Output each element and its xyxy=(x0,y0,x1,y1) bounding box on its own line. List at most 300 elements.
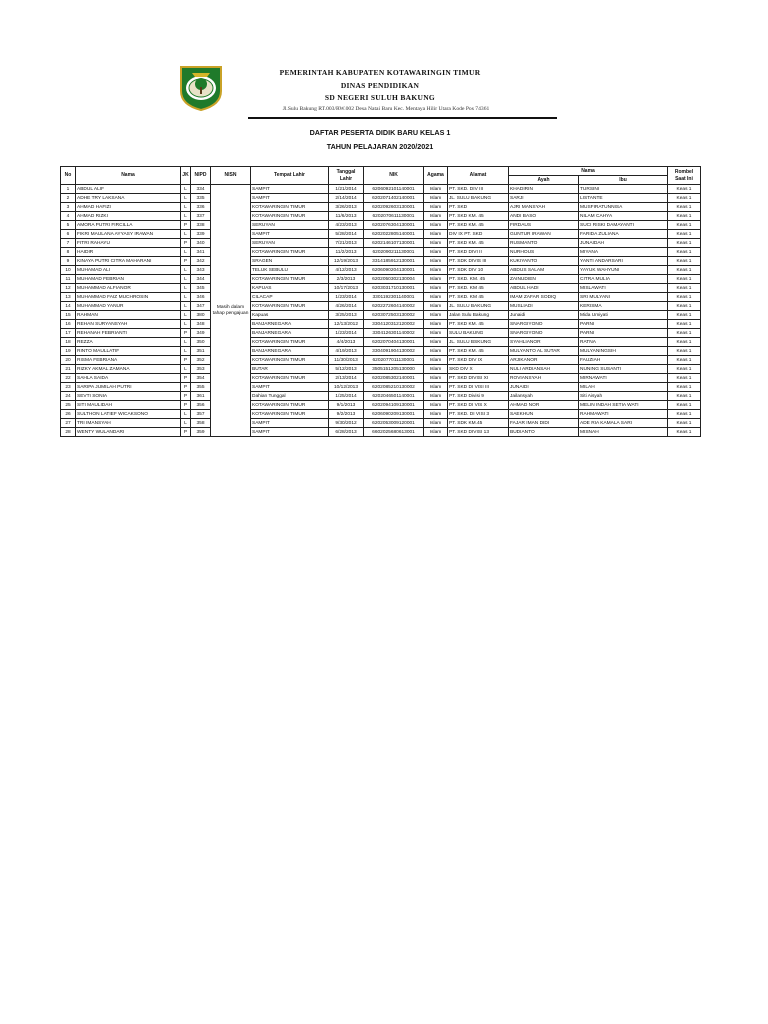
birthdate: 1/23/2014 xyxy=(329,293,364,302)
religion: Islam xyxy=(424,383,448,392)
nipd: 336 xyxy=(191,203,211,212)
row-no: 17 xyxy=(61,329,76,338)
nik: 6202070611130001 xyxy=(364,212,424,221)
student-name: MUHAMAD FEBRIAN xyxy=(76,275,181,284)
school-address: Jl.Sulu Bakung RT.003/RW.002 Desa Natai Baru Kec. Mentaya Hilir Utara Kode Pos 74361 xyxy=(282,106,490,112)
birthdate: 9/1/2013 xyxy=(329,401,364,410)
birthplace: SAMPIT xyxy=(251,383,329,392)
address: PT. SKD DIVISI 13 xyxy=(448,428,509,437)
father-name: KUKIYANTO xyxy=(509,257,579,266)
rombel: Keas 1 xyxy=(668,248,701,257)
mother-name: RAHMAWATI xyxy=(579,410,668,419)
father-name: AHMAD NOR xyxy=(509,401,579,410)
father-name: KHADIRIN xyxy=(509,185,579,194)
nipd: 359 xyxy=(191,428,211,437)
col-ayah: Ayah xyxy=(509,176,579,185)
birthplace: SAMPIT xyxy=(251,194,329,203)
table-row xyxy=(61,410,701,419)
student-name: SULTHON LATIEF WICAKSONO xyxy=(76,410,181,419)
col-rombel: Rombel Saat Ini xyxy=(668,167,701,185)
nik: 6202070404130001 xyxy=(364,338,424,347)
mother-name: PARNI xyxy=(579,320,668,329)
nik: 3304126301140002 xyxy=(364,329,424,338)
birthplace: Dahian Tunggal xyxy=(251,392,329,401)
address: SKD DIV X xyxy=(448,365,509,374)
birthplace: KOTAWARINGIN TIMUR xyxy=(251,374,329,383)
student-name: SAHLA SAIDA xyxy=(76,374,181,383)
mother-name: YANTI ANDARSARI xyxy=(579,257,668,266)
mother-name: FAUZIAH xyxy=(579,356,668,365)
rombel: Keas 1 xyxy=(668,410,701,419)
rombel: Keas 1 xyxy=(668,212,701,221)
gender: L xyxy=(181,338,191,347)
nik: 6206092101140001 xyxy=(364,185,424,194)
rombel: Keas 1 xyxy=(668,185,701,194)
table-row xyxy=(61,302,701,311)
birthplace: BANJARNEGARA xyxy=(251,329,329,338)
gender: L xyxy=(181,212,191,221)
birthplace: SAMPIT xyxy=(251,230,329,239)
birthplace: KOTAWARINGIN TIMUR xyxy=(251,203,329,212)
mother-name: SUCI RISKI DAMAYANTI xyxy=(579,221,668,230)
table-row xyxy=(61,203,701,212)
gender: L xyxy=(181,203,191,212)
father-name: ZAINUDIEN xyxy=(509,275,579,284)
col-nisn: NISN xyxy=(211,167,251,185)
birthplace: KOTAWARINGIN TIMUR xyxy=(251,401,329,410)
mother-name: FARIDA ZULIANA xyxy=(579,230,668,239)
mother-name: PARNI xyxy=(579,329,668,338)
mother-name: SRI MULYANI xyxy=(579,293,668,302)
birthplace: KOTAWARINGIN TIMUR xyxy=(251,212,329,221)
table-row xyxy=(61,392,701,401)
birthdate: 1/21/2014 xyxy=(329,185,364,194)
nik: 6202022805140001 xyxy=(364,230,424,239)
nik: 6202071402140001 xyxy=(364,194,424,203)
religion: Islam xyxy=(424,230,448,239)
birthplace: SAMPIT xyxy=(251,185,329,194)
row-no: 8 xyxy=(61,248,76,257)
student-name: RISMA FEBRIANA xyxy=(76,356,181,365)
nik: 6203031710130001 xyxy=(364,284,424,293)
rombel: Keas 1 xyxy=(668,320,701,329)
regency-logo xyxy=(178,63,224,111)
school-name: SD NEGERI SULUH BAKUNG xyxy=(324,93,436,102)
table-row xyxy=(61,185,701,194)
row-no: 16 xyxy=(61,320,76,329)
father-name: FIRDAUS xyxy=(509,221,579,230)
student-name: MUHAMAD ALI xyxy=(76,266,181,275)
rombel: Keas 1 xyxy=(668,338,701,347)
father-name: ANDI BASO xyxy=(509,212,579,221)
col-nama-ortu: Nama xyxy=(509,167,668,176)
birthdate: 9/30/2012 xyxy=(329,419,364,428)
nipd: 338 xyxy=(191,221,211,230)
address: PT. SKD KM. 45 xyxy=(448,320,509,329)
row-no: 5 xyxy=(61,221,76,230)
row-no: 2 xyxy=(61,194,76,203)
gender: P xyxy=(181,428,191,437)
mother-name: RATNA xyxy=(579,338,668,347)
table-row xyxy=(61,212,701,221)
table-row xyxy=(61,320,701,329)
table-row xyxy=(61,293,701,302)
gov-name: PEMERINTAH KABUPATEN KOTAWARINGIN TIMUR xyxy=(279,68,481,77)
birthdate: 5/28/2014 xyxy=(329,230,364,239)
birthdate: 2/14/2014 xyxy=(329,194,364,203)
birthdate: 1/25/2014 xyxy=(329,392,364,401)
table-row xyxy=(61,365,701,374)
religion: Islam xyxy=(424,392,448,401)
nik: 6202092603130001 xyxy=(364,203,424,212)
address: PT. SKD xyxy=(448,203,509,212)
nik: 6202090211130001 xyxy=(364,248,424,257)
address: PT. SKD KM. 45 xyxy=(448,221,509,230)
nik: 6202085302140001 xyxy=(364,374,424,383)
gender: P xyxy=(181,356,191,365)
table-row xyxy=(61,230,701,239)
doc-subtitle: TAHUN PELAJARAN 2020/2021 xyxy=(326,142,434,151)
birthplace: KOTAWARINGIN TIMUR xyxy=(251,356,329,365)
col-agama: Agama xyxy=(424,167,448,185)
row-no: 14 xyxy=(61,302,76,311)
mother-name: LISTANTE xyxy=(579,194,668,203)
mother-name: TURSINI xyxy=(579,185,668,194)
religion: Islam xyxy=(424,203,448,212)
row-no: 19 xyxy=(61,347,76,356)
gender: L xyxy=(181,248,191,257)
religion: Islam xyxy=(424,257,448,266)
student-name: REHAN SURYANSYAH xyxy=(76,320,181,329)
father-name: SNARGIYONO xyxy=(509,320,579,329)
mother-name: CITRA MULIA xyxy=(579,275,668,284)
mother-name: JUNAIDAH xyxy=(579,239,668,248)
gender: P xyxy=(181,401,191,410)
nipd: 342 xyxy=(191,257,211,266)
birthdate: 6/28/2013 xyxy=(329,428,364,437)
mother-name: MIRNAWATI xyxy=(579,374,668,383)
religion: Islam xyxy=(424,221,448,230)
row-no: 13 xyxy=(61,293,76,302)
gender: P xyxy=(181,383,191,392)
row-no: 7 xyxy=(61,239,76,248)
birthplace: KOTAWARINGIN TIMUR xyxy=(251,338,329,347)
gender: P xyxy=(181,221,191,230)
nipd: 347 xyxy=(191,302,211,311)
birthplace: KOTAWARINGIN TIMUR xyxy=(251,302,329,311)
religion: Islam xyxy=(424,284,448,293)
father-name: ARJIKANOR xyxy=(509,356,579,365)
nik: 3314185912130001 xyxy=(364,257,424,266)
mother-name: MISNAH xyxy=(579,428,668,437)
mother-name: KERISMA xyxy=(579,302,668,311)
nik: 6202076304130001 xyxy=(364,221,424,230)
row-no: 18 xyxy=(61,338,76,347)
student-name: ABDUL ALIF xyxy=(76,185,181,194)
row-no: 21 xyxy=(61,365,76,374)
rombel: Keas 1 xyxy=(668,374,701,383)
row-no: 11 xyxy=(61,275,76,284)
address: SULU BAKUNG xyxy=(448,329,509,338)
religion: Islam xyxy=(424,275,448,284)
nipd: 356 xyxy=(191,401,211,410)
mother-name: MELIN INDAH SETIA WATI xyxy=(579,401,668,410)
mother-name: MUSFIRATUNNISA xyxy=(579,203,668,212)
father-name: RUSMANTO xyxy=(509,239,579,248)
father-name: NULI ARDIANSAH xyxy=(509,365,579,374)
mother-name: MISLAWATI xyxy=(579,284,668,293)
student-name: RAHMAN xyxy=(76,311,181,320)
birthplace: KOTAWARINGIN TIMUR xyxy=(251,248,329,257)
father-name: FAJAR IMAN DIDI xyxy=(509,419,579,428)
father-name: NURHOUS xyxy=(509,248,579,257)
rombel: Keas 1 xyxy=(668,221,701,230)
father-name: SYAHLIANOR xyxy=(509,338,579,347)
address: PT. SDK KM.45 xyxy=(448,419,509,428)
row-no: 9 xyxy=(61,257,76,266)
nik: 6202077011130001 xyxy=(364,356,424,365)
student-name: AHMAD RIZKI xyxy=(76,212,181,221)
nipd: 380 xyxy=(191,311,211,320)
address: DIV IX PT. SKD xyxy=(448,230,509,239)
table-row xyxy=(61,374,701,383)
address: PT. SKD. KM 45 xyxy=(448,284,509,293)
address: PT. SKD DIV IX xyxy=(448,356,509,365)
student-name: SITI MAULIDAH xyxy=(76,401,181,410)
nik: 3505151205130000 xyxy=(364,365,424,374)
birthdate: 4/4/2013 xyxy=(329,338,364,347)
row-no: 20 xyxy=(61,356,76,365)
father-name: BUDIANTO xyxy=(509,428,579,437)
birthplace: SERUYAN xyxy=(251,221,329,230)
address: PT. SKD KM. 45 xyxy=(448,212,509,221)
nik: 3301192301140001 xyxy=(364,293,424,302)
nik: 6206090204130001 xyxy=(364,266,424,275)
table-row xyxy=(61,311,701,320)
row-no: 26 xyxy=(61,410,76,419)
row-no: 12 xyxy=(61,284,76,293)
rombel: Keas 1 xyxy=(668,257,701,266)
dept-name: DINAS PENDIDIKAN xyxy=(340,81,420,90)
row-no: 1 xyxy=(61,185,76,194)
nik: 6202053009120001 xyxy=(364,419,424,428)
nik: 6202272604140002 xyxy=(364,302,424,311)
birthdate: 12/19/2013 xyxy=(329,257,364,266)
birthplace: SAMPIT xyxy=(251,419,329,428)
student-name: AHMAD HAFIZI xyxy=(76,203,181,212)
birthplace: SRAGEN xyxy=(251,257,329,266)
birthdate: 3/26/2013 xyxy=(329,203,364,212)
nik: 3304120312120002 xyxy=(364,320,424,329)
gender: L xyxy=(181,185,191,194)
rombel: Keas 1 xyxy=(668,419,701,428)
father-name: SNARGIYONO xyxy=(509,329,579,338)
rombel: Keas 1 xyxy=(668,239,701,248)
address: PT. SKD DIVISI XI xyxy=(448,374,509,383)
address: PT. SKD KM. 45 xyxy=(448,347,509,356)
student-name: AMORA PUTRI FIRCILLA xyxy=(76,221,181,230)
mother-name: Siti Aisyah xyxy=(579,392,668,401)
col-no: No xyxy=(61,167,76,185)
nipd: 353 xyxy=(191,365,211,374)
birthdate: 11/6/2013 xyxy=(329,212,364,221)
father-name: ABDUS SALAM xyxy=(509,266,579,275)
birthplace: SAMPIT xyxy=(251,428,329,437)
birthdate: 2/13/2014 xyxy=(329,374,364,383)
religion: Islam xyxy=(424,329,448,338)
birthdate: 10/17/2013 xyxy=(329,284,364,293)
col-ibu: Ibu xyxy=(579,176,668,185)
row-no: 25 xyxy=(61,401,76,410)
birthdate: 4/26/2014 xyxy=(329,302,364,311)
nipd: 350 xyxy=(191,338,211,347)
gender: L xyxy=(181,320,191,329)
student-name: KINAYA PUTRI CITRA MAHARANI xyxy=(76,257,181,266)
nipd: 361 xyxy=(191,392,211,401)
nipd: 357 xyxy=(191,410,211,419)
address: PT. SKD Divisi 9 xyxy=(448,392,509,401)
student-name: RINTO MAULLATIF xyxy=(76,347,181,356)
nisn-note: Masih dalam tahap pengajuan xyxy=(211,185,251,437)
religion: Islam xyxy=(424,311,448,320)
rombel: Keas 1 xyxy=(668,401,701,410)
father-name: Junaidi xyxy=(509,311,579,320)
father-name: GUNTUR IRAWAN xyxy=(509,230,579,239)
nipd: 343 xyxy=(191,266,211,275)
birthplace: KOTAWARINGIN TIMUR xyxy=(251,410,329,419)
col-nipd: NIPD xyxy=(191,167,211,185)
rombel: Keas 1 xyxy=(668,302,701,311)
table-row xyxy=(61,248,701,257)
mother-name: YAYUK WAHYUNI xyxy=(579,266,668,275)
nipd: 355 xyxy=(191,383,211,392)
rombel: Keas 1 xyxy=(668,275,701,284)
gender: L xyxy=(181,284,191,293)
nik: 6202046501140001 xyxy=(364,392,424,401)
rombel: Keas 1 xyxy=(668,230,701,239)
address: PT. SKD DI VISI III xyxy=(448,383,509,392)
gender: P xyxy=(181,392,191,401)
row-no: 22 xyxy=(61,374,76,383)
table-row xyxy=(61,221,701,230)
birthplace: CILACAP xyxy=(251,293,329,302)
religion: Islam xyxy=(424,320,448,329)
student-table xyxy=(60,166,701,437)
nipd: 339 xyxy=(191,230,211,239)
nipd: 352 xyxy=(191,356,211,365)
nipd: 344 xyxy=(191,275,211,284)
mother-name: MILAH xyxy=(579,383,668,392)
nik: 6202094109130001 xyxy=(364,401,424,410)
religion: Islam xyxy=(424,356,448,365)
birthplace: BANJARNEGARA xyxy=(251,347,329,356)
birthdate: 5/12/2013 xyxy=(329,365,364,374)
nipd: 346 xyxy=(191,293,211,302)
religion: Islam xyxy=(424,185,448,194)
address: Jalan Sulu Bakung xyxy=(448,311,509,320)
address: PT. SKD. KM 45 xyxy=(448,293,509,302)
row-no: 15 xyxy=(61,311,76,320)
religion: Islam xyxy=(424,428,448,437)
gender: L xyxy=(181,266,191,275)
religion: Islam xyxy=(424,347,448,356)
rombel: Keas 1 xyxy=(668,329,701,338)
gender: L xyxy=(181,347,191,356)
religion: Islam xyxy=(424,293,448,302)
nipd: 341 xyxy=(191,248,211,257)
birthdate: 4/12/2013 xyxy=(329,266,364,275)
student-name: FIKRI MAULANA AYYASY IRAWAN xyxy=(76,230,181,239)
row-no: 23 xyxy=(61,383,76,392)
col-nik: NIK xyxy=(364,167,424,185)
student-name: ADHE TRY LAKSANA xyxy=(76,194,181,203)
rombel: Keas 1 xyxy=(668,266,701,275)
address: JL. SULU BSKUNG xyxy=(448,338,509,347)
row-no: 6 xyxy=(61,230,76,239)
mother-name: Mida Umiyati xyxy=(579,311,668,320)
table-row xyxy=(61,257,701,266)
col-tempat-lahir: Tempat Lahir xyxy=(251,167,329,185)
birthdate: 10/12/2013 xyxy=(329,383,364,392)
nipd: 348 xyxy=(191,320,211,329)
gender: L xyxy=(181,365,191,374)
student-name: WENTY WULANDARI xyxy=(76,428,181,437)
student-name: MUHAMMAD YANUR xyxy=(76,302,181,311)
nik: 6202085210130002 xyxy=(364,383,424,392)
address: PT. SKD DI VIS X xyxy=(448,401,509,410)
student-name: MUHAMMAD ALFIANOR xyxy=(76,284,181,293)
father-name: SAEKHUN xyxy=(509,410,579,419)
student-name: RIZKY AKMAL ZAMANA xyxy=(76,365,181,374)
religion: Islam xyxy=(424,194,448,203)
table-row xyxy=(61,419,701,428)
rombel: Keas 1 xyxy=(668,428,701,437)
father-name: MULYANTO AL SUTAR xyxy=(509,347,579,356)
table-row xyxy=(61,428,701,437)
birthdate: 3/25/2013 xyxy=(329,311,364,320)
father-name: MUSLIADI xyxy=(509,302,579,311)
birthdate: 9/2/2013 xyxy=(329,410,364,419)
birthdate: 11/30/2013 xyxy=(329,356,364,365)
gender: P xyxy=(181,239,191,248)
table-row xyxy=(61,284,701,293)
nipd: 334 xyxy=(191,185,211,194)
nik: 6202146107130001 xyxy=(364,239,424,248)
table-row xyxy=(61,338,701,347)
gender: P xyxy=(181,257,191,266)
table-row xyxy=(61,266,701,275)
nipd: 340 xyxy=(191,239,211,248)
gender: L xyxy=(181,311,191,320)
birthdate: 1/23/2014 xyxy=(329,329,364,338)
gender: L xyxy=(181,419,191,428)
birthdate: 7/21/2013 xyxy=(329,239,364,248)
address: PT. SKD. DI VISI 3 xyxy=(448,410,509,419)
student-name: HAIDIR xyxy=(76,248,181,257)
religion: Islam xyxy=(424,365,448,374)
student-name: REZZA xyxy=(76,338,181,347)
student-name: MUHAMMAD FAIZ MUCHROSIN xyxy=(76,293,181,302)
birthdate: 4/23/2013 xyxy=(329,221,364,230)
row-no: 10 xyxy=(61,266,76,275)
birthdate: 4/19/2013 xyxy=(329,347,364,356)
religion: Islam xyxy=(424,266,448,275)
gender: L xyxy=(181,194,191,203)
nipd: 354 xyxy=(191,374,211,383)
religion: Islam xyxy=(424,374,448,383)
father-name: Jailansyah xyxy=(509,392,579,401)
father-name: IMAM ZAFAR SODIQ xyxy=(509,293,579,302)
